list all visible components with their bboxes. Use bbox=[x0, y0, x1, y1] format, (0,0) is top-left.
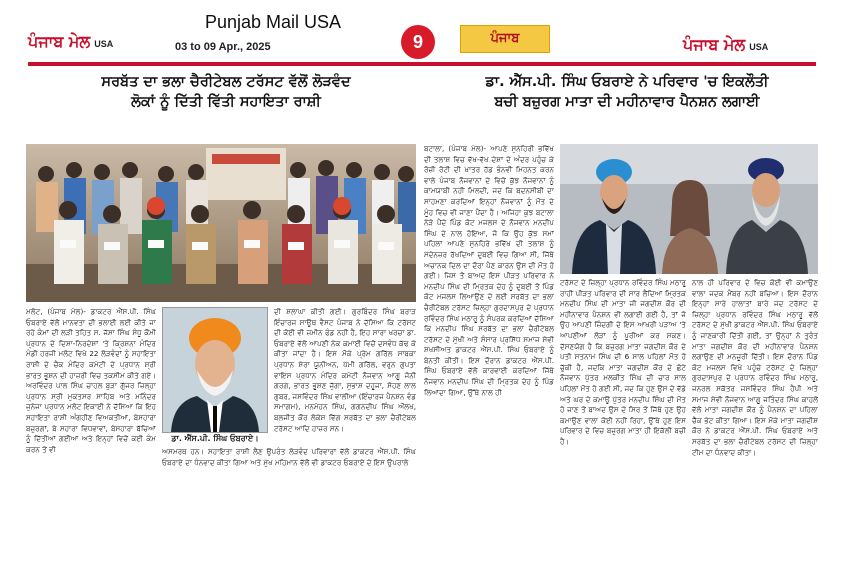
masthead-right bbox=[683, 35, 768, 55]
article-right-col-mid bbox=[424, 144, 554, 559]
headline-right-line2: ਬਚੀ ਬਜ਼ੁਰਗ ਮਾਤਾ ਦੀ ਮਹੀਨਾਵਾਰ ਪੈਨਸ਼ਨ ਲਗਾਈ bbox=[494, 94, 760, 110]
brand-logo-left: ਪੰਜਾਬ ਮੇਲ bbox=[28, 32, 91, 51]
article-left-col2 bbox=[274, 307, 416, 443]
headline-left-line1: ਸਰਬੱਤ ਦਾ ਭਲਾ ਚੈਰੀਟੇਬਲ ਟਰੱਸਟ ਵੱਲੋਂ ਲੋੜਵੰਦ bbox=[101, 74, 351, 90]
article-left-col2-text: ਦੀ ਸ਼ਲਾਘਾ ਕੀਤੀ ਗਈ। ਗੁਰਬਿੰਦਰ ਸਿੰਘ ਬਰਾੜ ਇੰਚਾਰਜ ਸਾਊਥ ਵੈਸਟ ਪੰਜਾਬ ਨੇ ਦੱਸਿਆ ਕਿ ਟਰੱਸਟ ਦੀ ਕੋਈ ਵੀ ਜ਼ਮੀਨ ਫੰਡ ਨਹੀਂ ਹੈ, ਇਹ ਸਾਰਾ ਖਰਚਾ ਡਾ. ਓਬਰਾਏ ਵੱਲੋਂ ਆਪਣੀ ਨੇਕ ਕਮਾਈ ਵਿਚੋਂ ਦਸਵੰਧ ਕੱਢ ਕੇ ਕੀਤਾ ਜਾਂਦਾ ਹੈ। ਇਸ ਮੌਕੇ ਪ੍ਰੇਮ ਗਰਿੱਲ ਸਾਬਕਾ ਪ੍ਰਧਾਨ ਸ਼ੇਰਾ ਯੂਨੀਅਨ, ਪੱਮੀ ਗਰਿੱਲ, ਵਰੁਨ ਗੁਪਤਾ ਵਾਇਸ ਪ੍ਰਧਾਨ ਮੰਦਿਰ ਕਮੇਟੀ ਨੌਜਵਾਨ ਆਗੂ ਜੋਨੀ ਗਰਗ, ਭਾਰਤ ਭੂਸ਼ਣ ਜੁੱਗਾ, ਸੁਭਾਸ਼ ਦਹੂਜਾ, ਸੋਹਣ ਲਾਲ ਗੁਬਰ, ਜਸਵਿੰਦਰ ਸਿੰਘ ਵਾਲੀਆ (ਇੰਚਾਰਜ ਪੈਨਸ਼ਨ ਵੰਡ ਸਮਾਗਮ), ਮਨਮੋਹਨ ਸਿੰਘ, ਗਗਨਦੀਪ ਸਿੰਘ ਔਲਖ, ਬਲਜੀਤ ਕੌਰ ਲੋਕੇਸ਼ ਵਿੱਗ ਸਰਬੱਤ ਦਾ ਭਲਾ ਚੈਰੀਟੇਬਲ ਟਰੱਸਟ ਆਦਿ ਹਾਜ਼ਰ ਸਨ। bbox=[274, 307, 416, 433]
portrait-photo bbox=[162, 307, 268, 433]
page-number: 9 bbox=[401, 25, 435, 59]
headline-left bbox=[26, 72, 426, 112]
brand-usa-left: USA bbox=[94, 39, 114, 49]
masthead-rule bbox=[28, 62, 816, 66]
family-photo bbox=[560, 144, 818, 274]
article-right-col-mid-text: ਬਟਾਲਾ, (ਪੰਜਾਬ ਮੇਲ)- ਆਪਣੇ ਸੁਨਹਿਰੀ ਭਵਿੱਖ ਦੀ ਤਲਾਸ਼ ਵਿਚ ਵੱਖ-ਵੱਖ ਦੇਸ਼ਾਂ ਦੇ ਅੰਦਰ ਪਹੁੰਚ ਕੇ ਰੋਜ਼ੀ ਰੋਟੀ ਦੀ ਖ਼ਾਤਰ ਹੱਡ ਭੰਨਵੀਂ ਮਿਹਨਤ ਕਰਨ ਵਾਲੇ ਪੰਜਾਬ ਨੌਜਵਾਨਾਂ ਦੇ ਵਿਚੋਂ ਕੁੱਝ ਨੌਜਵਾਨਾਂ ਨੂੰ ਕਾਮਯਾਬੀ ਨਹੀਂ ਮਿਲਦੀ, ਜਦ ਕਿ ਬਦਨਸੀਬੀ ਦਾ ਸਾਹਮਣਾ ਕਰਦਿਆਂ ਇਨ੍ਹਾਂ ਨੌਜਵਾਨਾਂ ਨੂੰ ਮੌਤ ਦੇ ਮੂੰਹ ਵਿਚ ਵੀ ਜਾਣਾ ਪੈਂਦਾ ਹੈ। ਅਜਿਹਾ ਕੁਝ ਬਟਾਲਾ ਨੇੜੇ ਪੈਂਦੇ ਪਿੰਡ ਕੋਟ ਮਜਲਸ ਦੇ ਨੌਜਵਾਨ ਮਨਦੀਪ ਸਿੰਘ ਦੇ ਨਾਲ ਹੋਇਆ, ਜੋ ਕਿ ਉਹ ਕੁੱਝ ਸਮਾਂ ਪਹਿਲਾਂ ਆਪਣੇ ਸੁਨਹਿਰੇ ਭਵਿੱਖ ਦੀ ਤਲਾਸ਼ ਨੂੰ ਮੱਦੇਨਜ਼ਰ ਰੱਖਦਿਆਂ ਦੁਬਈ ਵਿਚ ਗਿਆ ਸੀ, ਜਿੱਥੇ ਅਚਾਨਕ ਦਿਲ ਦਾ ਦੌਰਾ ਪੈਣ ਕਾਰਨ ਉਸ ਦੀ ਮੌਤ ਹੋ ਗਈ। ਜਿਸ ਤੋਂ ਬਾਅਦ ਇਸ ਪੀੜਤ ਪਰਿਵਾਰ ਨੇ ਮਨਦੀਪ ਸਿੰਘ ਦੀ ਮ੍ਰਿਤਕ ਦੇਹ ਨੂੰ ਦੁਬਈ ਤੋਂ ਪਿੰਡ ਕੋਟ ਮਜਲਸ ਲਿਆਉਣ ਦੇ ਲਈ ਸਰਬੱਤ ਦਾ ਭਲਾ ਚੈਰੀਟੇਬਲ ਟਰੱਸਟ ਜ਼ਿਲ੍ਹਾ ਗੁਰਦਾਸਪੁਰ ਦੇ ਪ੍ਰਧਾਨ ਰਵਿੰਦਰ ਸਿੰਘ ਮਠਾਰੂ ਨੂੰ ਸੰਪਰਕ ਕਰਦਿਆਂ ਦੱਸਿਆ ਕਿ ਮਨਦੀਪ ਸਿੰਘ ਸਰਬੱਤ ਦਾ ਭਲਾ ਚੈਰੀਟੇਬਲ ਟਰੱਸਟ ਦੇ ਮੁੱਖੀ ਅਤੇ ਸੰਸਾਰ ਪ੍ਰਸਿੱਧ ਸਮਾਜ ਸੇਵੀ ਸ਼ਖਸੀਅਤ ਡਾਕਟਰ ਐੱਸ.ਪੀ. ਸਿੰਘ ਓਬਰਾਏ ਨੂੰ ਬੇਨਤੀ ਕੀਤੀ। ਇਸ ਦੌਰਾਨ ਡਾਕਟਰ ਐੱਸ.ਪੀ. ਸਿੰਘ ਓਬਰਾਏ ਵੱਲੋਂ ਕਾਰਵਾਈ ਕਰਦਿਆਂ ਜਿੱਥੇ ਨੌਜਵਾਨ ਮਨਦੀਪ ਸਿੰਘ ਦੀ ਮ੍ਰਿਤਕ ਦੇਹ ਨੂੰ ਪਿੰਡ ਲਿਆਂਦਾ ਗਿਆ, ਉੱਥੇ ਨਾਲ ਹੀ bbox=[424, 144, 554, 397]
brand-logo-right: ਪੰਜਾਬ ਮੇਲ bbox=[683, 35, 746, 54]
headline-left-line2: ਲੋਕਾਂ ਨੂੰ ਦਿੱਤੀ ਵਿੱਤੀ ਸਹਾਇਤਾ ਰਾਸ਼ੀ bbox=[131, 94, 321, 110]
portrait-caption: ਡਾ. ਐੱਸ.ਪੀ. ਸਿੰਘ ਓਬਰਾਏ। bbox=[171, 434, 259, 443]
masthead-left bbox=[28, 32, 113, 52]
article-left-col1-text: ਮਲੋਟ, (ਪੰਜਾਬ ਮੇਲ)- ਡਾਕਟਰ ਐੱਸ.ਪੀ. ਸਿੰਘ ਓਬਰਾਏ ਵੱਲੋਂ ਮਾਨਵਤਾ ਦੀ ਭਲਾਈ ਲਈ ਕੀਤੇ ਜਾ ਰਹੇ ਕੰਮਾਂ ਦੀ ਲੜੀ ਤਹਿਤ ਸ. ਜੱਸਾ ਸਿੰਘ ਸੰਧੂ ਕੌਮੀ ਪ੍ਰਧਾਨ ਦੇ ਦਿਸ਼ਾ-ਨਿਰਦੇਸ਼ਾਂ 'ਤੇ ਕ੍ਰਿਸ਼ਨਾ ਮੰਦਿਰ ਮੰਡੀ ਹਰਜੀ ਮਲੋਟ ਵਿਖੇ 22 ਲੋੜਵੰਦਾਂ ਨੂੰ ਸਹਾਇਤਾ ਰਾਸ਼ੀ ਦੇ ਚੈਕ ਮੰਦਿਰ ਕਮੇਟੀ ਦੇ ਪ੍ਰਧਾਨ ਸ਼੍ਰੀ ਭਾਰਤ ਭੂਸ਼ਨ ਦੀ ਹਾਜ਼ਰੀ ਵਿਚ ਤਕਸੀਮ ਕੀਤੇ ਗਏ। ਅਰਵਿੰਦਰ ਪਾਲ ਸਿੰਘ ਚਾਹਲ ਬੁੜਾ ਗੁੱਜਰ ਜ਼ਿਲ੍ਹਾ ਪ੍ਰਧਾਨ ਸ੍ਰੀ ਮੁਕਤਸਰ ਸਾਹਿਬ ਅਤੇ ਮਨਿੰਦਰ ਜੁਨੇਜਾ ਪ੍ਰਧਾਨ ਮਲੋਟ ਇਕਾਈ ਨੇ ਦੱਸਿਆ ਕਿ ਇਹ ਸਹਾਇਤਾ ਰਾਸ਼ੀ ਅੰਗਹੀਣ ਵਿਅਕਤੀਆਂ, ਬੇਸਹਾਰਾ ਬਜ਼ੁਰਗਾਂ, ਬੇ ਸਹਾਰਾ ਵਿਧਵਾਵਾਂ, ਬੇਸਹਾਰਾ ਬੱਚਿਆਂ ਨੂੰ ਦਿੱਤੀਆਂ ਗਈਆਂ ਅਤੇ ਇਨ੍ਹਾਂ ਵਿਚੋਂ ਕਈ ਕੰਮ ਕਰਨ ਤੋਂ ਵੀ bbox=[26, 307, 156, 454]
headline-right bbox=[436, 72, 818, 112]
headline-right-line1: ਡਾ. ਐੱਸ.ਪੀ. ਸਿੰਘ ਓਬਰਾਏ ਨੇ ਪਰਿਵਾਰ 'ਚ ਇਕਲੌਤੀ bbox=[485, 74, 769, 90]
article-right-col1-text: ਟਰੱਸਟ ਦੇ ਜ਼ਿਲ੍ਹਾ ਪ੍ਰਧਾਨ ਰਵਿੰਦਰ ਸਿੰਘ ਮਠਾਰੂ ਰਾਹੀਂ ਪੀੜਤ ਪਰਿਵਾਰ ਦੀ ਸਾਰ ਲੈਂਦਿਆਂ ਮ੍ਰਿਤਕ ਮਨਦੀਪ ਸਿੰਘ ਦੀ ਮਾਤਾ ਜੀ ਜਗਦੀਸ਼ ਕੌਰ ਦੀ ਮਹੀਨਾਵਾਰ ਪੈਨਸ਼ਨ ਵੀ ਲਗਾਈ ਗਈ ਹੈ, ਤਾਂ ਜੋ ਉਹ ਆਪਣੀ ਜ਼ਿੰਦਗੀ ਦੇ ਇਸ ਆਖਰੀ ਪੜਾਅ 'ਤੇ ਆਪਣੀਆਂ ਲੋੜਾਂ ਨੂੰ ਪੂਰੀਆਂ ਕਰ ਸਕਣ। ਦੱਸਣਯੋਗ ਹੈ ਕਿ ਬਜ਼ੁਰਗ ਮਾਤਾ ਜਗਦੀਸ਼ ਕੌਰ ਦੇ ਪਤੀ ਸਤਨਾਮ ਸਿੰਘ ਦੀ 6 ਸਾਲ ਪਹਿਲਾਂ ਮੌਤ ਹੋ ਚੁੱਕੀ ਹੈ, ਜਦਕਿ ਮਾਤਾ ਜਗਦੀਸ਼ ਕੌਰ ਦੇ ਛੋਟੇ ਨੌਜਵਾਨ ਪੁੱਤਰ ਮਲਕੀਤ ਸਿੰਘ ਦੀ ਚਾਰ ਸਾਲ ਪਹਿਲਾਂ ਮੌਤ ਹੋ ਗਈ ਸੀ, ਜਦ ਕਿ ਹੁਣ ਉਸ ਦੇ ਵੱਡੇ ਅਤੇ ਘਰ ਦੇ ਕਮਾਊ ਪੁੱਤਰ ਮਨਦੀਪ ਸਿੰਘ ਦੀ ਮੌਤ ਹੋ ਜਾਣ ਤੋਂ ਬਾਅਦ ਉਸ ਦੇ ਸਿਰ ਤੋਂ ਜਿੱਥੇ ਹੁਣ ਉਹ ਕਮਾਉਣ ਵਾਲਾ ਕੋਈ ਨਹੀਂ ਰਿਹਾ, ਉੱਥੇ ਹੁਣ ਇਸ ਪਰਿਵਾਰ ਦੇ ਵਿਚ ਬਜ਼ੁਰਗ ਮਾਤਾ ਹੀ ਇਕੱਲੀ ਬਚੀ ਹੈ। bbox=[560, 278, 686, 446]
section-label: ਪੰਜਾਬ bbox=[460, 25, 550, 53]
article-right-col2 bbox=[692, 278, 818, 559]
brand-usa-right: USA bbox=[749, 42, 769, 52]
group-photo bbox=[26, 144, 416, 302]
site-title: Punjab Mail USA bbox=[205, 12, 342, 32]
article-left-col2-bottom bbox=[162, 447, 416, 559]
issue-date: 03 to 09 Apr., 2025 bbox=[175, 41, 271, 53]
article-right-col1 bbox=[560, 278, 686, 559]
article-left-col1 bbox=[26, 307, 156, 559]
article-right-col2-text: ਨਾਲ ਹੀ ਪਰਿਵਾਰ ਦੇ ਵਿਚ ਕੋਈ ਵੀ ਕਮਾਉਣ ਵਾਲਾ ਜਦਕ ਮੈਂਬਰ ਨਹੀਂ ਬਚਿਆ। ਇਸ ਦੌਰਾਨ ਇਨ੍ਹਾਂ ਸਾਰੇ ਹਾਲਾਤਾਂ ਬਾਰੇ ਜਦ ਟਰੱਸਟ ਦੇ ਜ਼ਿਲ੍ਹਾ ਪ੍ਰਧਾਨ ਰਵਿੰਦਰ ਸਿੰਘ ਮਠਾਰੂ ਵੱਲੋਂ ਟਰੱਸਟ ਦੇ ਮੁੱਖੀ ਡਾਕਟਰ ਐੱਸ.ਪੀ. ਸਿੰਘ ਓਬਰਾਏ ਨੂੰ ਜਾਣਕਾਰੀ ਦਿੱਤੀ ਗਈ, ਤਾਂ ਉਨ੍ਹਾਂ ਨੇ ਤੁਰੰਤ ਮਾਤਾ ਜਗਦੀਸ਼ ਕੌਰ ਦੀ ਮਹੀਨਾਵਾਰ ਪੈਨਸ਼ਨ ਲਗਾਉਣ ਦੀ ਮਨਜ਼ੂਰੀ ਦਿੱਤੀ। ਇਸ ਦੌਰਾਨ ਪਿੰਡ ਕੋਟ ਮਜਲਸ ਵਿਖੇ ਪਹੁੰਚੇ ਟਰੱਸਟ ਦੇ ਜ਼ਿਲ੍ਹਾ ਗੁਰਦਾਸਪੁਰ ਦੇ ਪ੍ਰਧਾਨ ਰਵਿੰਦਰ ਸਿੰਘ ਮਠਾਰੂ, ਜਨਰਲ ਸਕੱਤਰ ਜਸਵਿੰਦਰ ਸਿੰਘ ਹੈਪੀ ਅਤੇ ਸਮਾਜ ਸੇਵੀ ਨੌਜਵਾਨ ਆਗੂ ਜਤਿੰਦਰ ਸਿੰਘ ਕਾਹਲੋਂ ਵੱਲੋਂ ਮਾਤਾ ਜਗਦੀਸ਼ ਕੌਰ ਨੂੰ ਪੈਨਸ਼ਨ ਦਾ ਪਹਿਲਾ ਚੈੱਕ ਭੇਟ ਕੀਤਾ ਗਿਆ। ਇਸ ਮੌਕੇ ਮਾਤਾ ਜਗਦੀਸ਼ ਕੌਰ ਨੇ ਡਾਕਟਰ ਐੱਸ.ਪੀ. ਸਿੰਘ ਓਬਰਾਏ ਅਤੇ ਸਰਬੱਤ ਦਾ ਭਲਾ ਚੈਰੀਟੇਬਲ ਟਰੱਸਟ ਦੀ ਜ਼ਿਲ੍ਹਾ ਟੀਮ ਦਾ ਧੰਨਵਾਦ ਕੀਤਾ। bbox=[692, 278, 818, 457]
article-left-col2-bottom-text: ਅਸਮਰਥ ਹਨ। ਸਹਾਇਤਾ ਰਾਸ਼ੀ ਲੈਣ ਉਪਰੰਤ ਲੋੜਵੰਦ ਪਰਿਵਾਰਾਂ ਵੱਲੋਂ ਡਾਕਟਰ ਐੱਸ.ਪੀ. ਸਿੰਘ ਓਬਰਾਏ ਦਾ ਧੰਨਵਾਦ ਕੀਤਾ ਗਿਆ ਅਤੇ ਮੁੱਖ ਮਹਿਮਾਨ ਵੱਲੋਂ ਵੀ ਡਾਕਟਰ ਓਬਰਾਏ ਦੇ ਇਸ ਉਪਰਾਲੇ bbox=[162, 447, 416, 467]
